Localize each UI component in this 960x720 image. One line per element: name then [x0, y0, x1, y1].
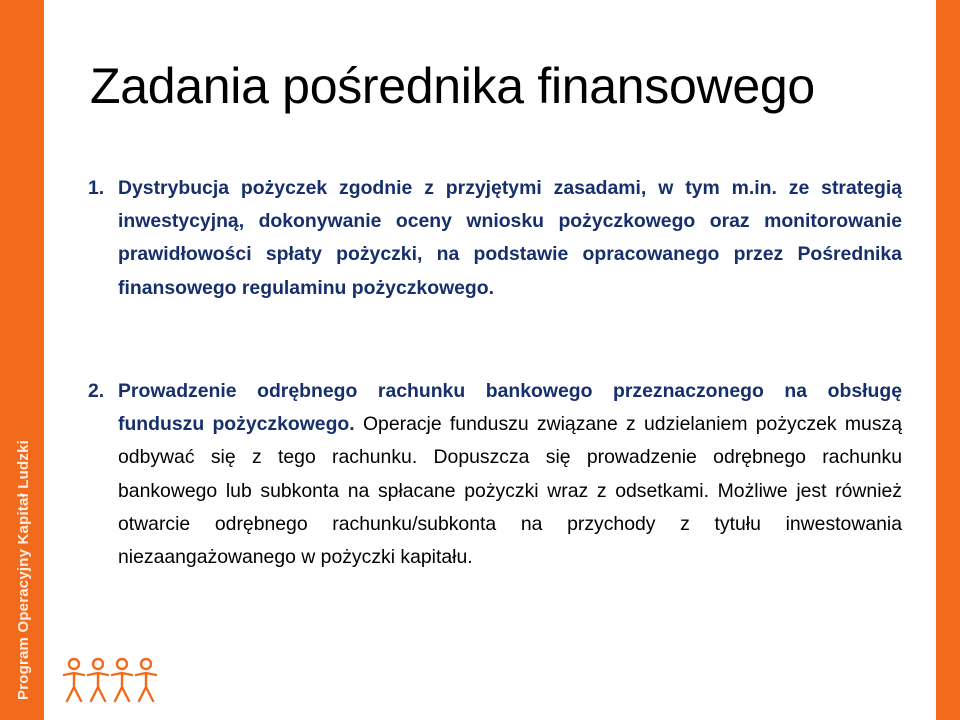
person-figure-icon [64, 659, 84, 701]
person-figure-icon [88, 659, 108, 701]
list-item-text: Operacje funduszu związane z udzielaniem pożyczek muszą odbywać się z tego rachunku. Dopuszcza się prowadzenie odrębnego rachunku bankowego lub subkonta na spłacane pożyczki wraz z odsetkami. Możliwe jest również otwarcie odrębnego rachunku/subkonta na przychody z tytułu inwestowania niezaangażowanego w pożyczki kapitału. [118, 413, 902, 569]
list-item-2 [88, 375, 902, 574]
person-figure-icon [136, 659, 156, 701]
slide-title: Zadania pośrednika finansowego [90, 58, 815, 114]
list-item-number: 1. [88, 177, 105, 199]
list-item-text: Dystrybucja pożyczek zgodnie z przyjętymi zasadami, w tym m.in. ze strategią inwestycyjną, dokonywanie oceny wniosku pożyczkowego oraz monitorowanie prawidłowości spłaty pożyczki, na podstawie opracowanego przez Pośrednika finansowego regulaminu pożyczkowego. [118, 177, 902, 299]
program-label: Program Operacyjny Kapitał Ludzki [15, 439, 32, 700]
list-item-body [118, 375, 902, 574]
four-people-figures-icon [60, 655, 160, 705]
list-item-bold-text: Prowadzenie odrębnego rachunku bankowego przeznaczonego na obsługę funduszu pożyczkowego. [118, 380, 902, 436]
right-accent-band [936, 0, 960, 720]
list-item-number: 2. [88, 380, 105, 402]
person-figure-icon [112, 659, 132, 701]
left-accent-band [0, 0, 44, 720]
list-item-1 [88, 172, 902, 305]
